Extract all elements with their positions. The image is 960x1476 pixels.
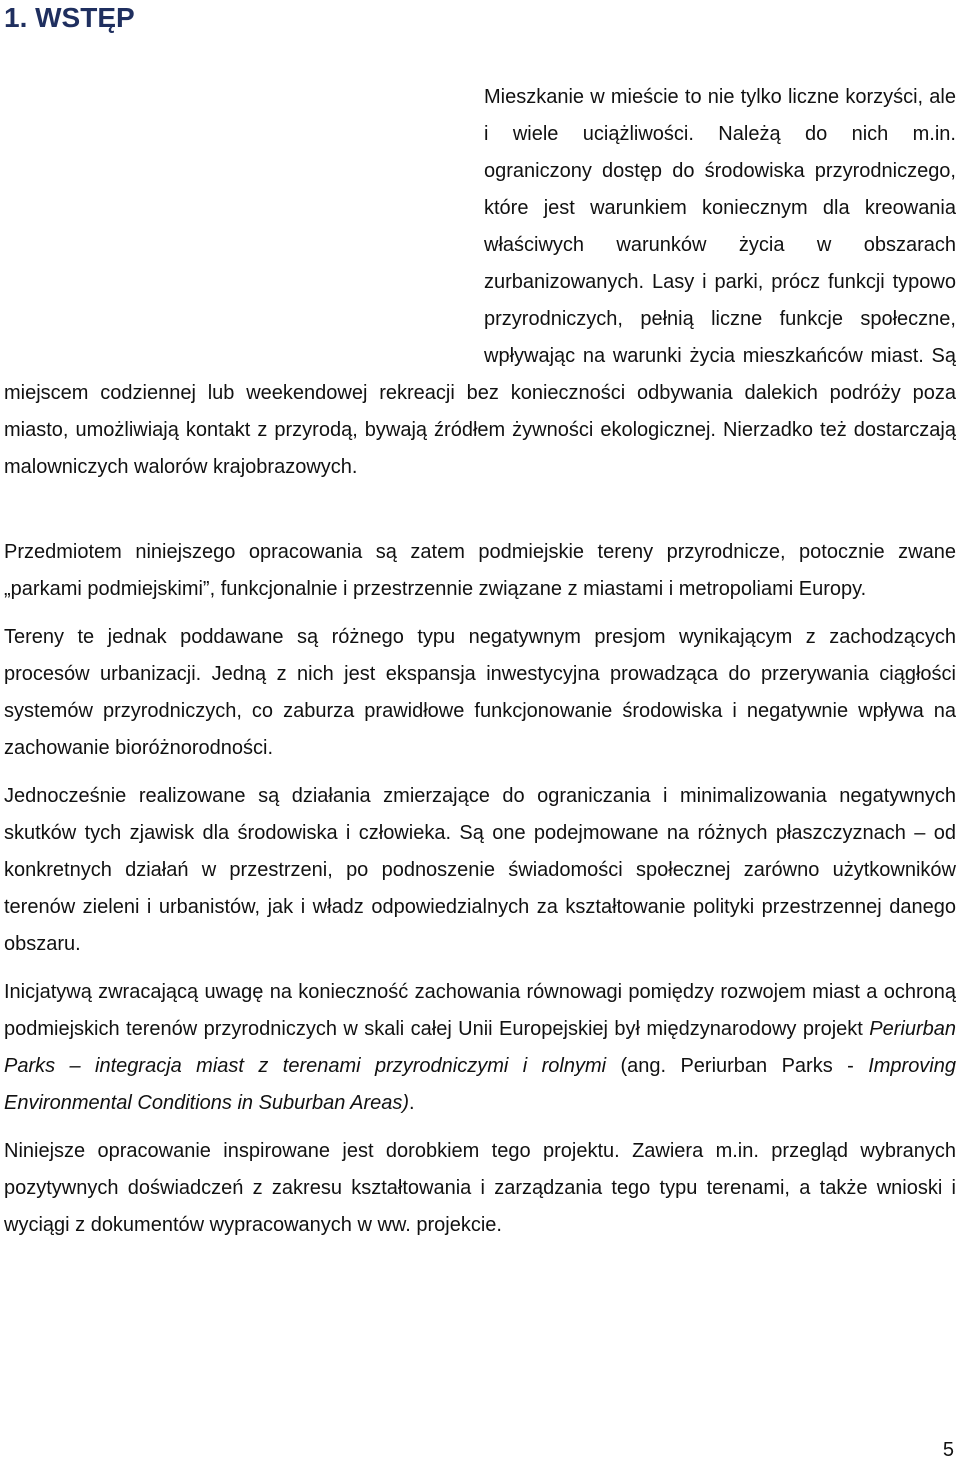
paragraph-pressures: Tereny te jednak poddawane są różnego typu negatywnym presjom wynikającym z zachodzących procesów urbanizacji. Jedną z nich jest ekspansja inwestycyjna prowadząca do przerywania ciągłości systemów przyrodniczych, co zaburza prawidłowe funkcjonowanie środowiska i negatywnie wpływa na zachowanie bioróżnorodności. — [4, 626, 956, 759]
project-name-en: Improving Environmental Conditions in Suburban Areas) — [4, 1055, 956, 1114]
paragraph-subject: Przedmiotem niniejszego opracowania są zatem podmiejskie tereny przyrodnicze, potocznie zwane „parkami podmiejskimi”, funkcjonalnie i przestrzennie związane z miastami i metropoliami Europy. — [4, 541, 956, 600]
page-number: 5 — [942, 1439, 954, 1461]
project-text-c: (ang. Periurban Parks - — [606, 1055, 869, 1077]
paragraph-project — [4, 974, 956, 1122]
project-name-pl: Periurban Parks – integracja miast z terenami przyrodniczymi i rolnymi — [4, 1018, 956, 1077]
paragraph-summary: Niniejsze opracowanie inspirowane jest dorobkiem tego projektu. Zawiera m.in. przegląd wybranych pozytywnych doświadczeń z zakresu kształtowania i zarządzania tego typu terenami, a także wnioski i wyciągi z dokumentów wypracowanych w ww. projekcie. — [4, 1140, 956, 1236]
body-text — [4, 534, 956, 1244]
project-text-a: Inicjatywą zwracającą uwagę na konieczność zachowania równowagi pomiędzy rozwojem miast a ochroną podmiejskich terenów przyrodniczych w skali całej Unii Europejskiej był międzynarodowy projekt — [4, 981, 956, 1040]
paragraph-intro: Mieszkanie w mieście to nie tylko liczne korzyści, ale i wiele uciążliwości. Należą do nich m.in. ograniczony dostęp do środowiska przyrodniczego, które jest warunkiem koniecznym dla kreowania właściwych warunków życia w obszarach zurbanizowanych. Lasy i parki, prócz funkcji typowo przyrodniczych, pełnią liczne funkcje społeczne, wpływając na warunki życia mieszkańców miast. Są miejscem codziennej lub weekendowej rekreacji bez konieczności odbywania dalekich podróży poza miasto, umożliwiają kontakt z przyrodą, bywają źródłem żywności ekologicznej. Nierzadko też dostarczają malowniczych walorów krajobrazowych. — [4, 86, 956, 478]
intro-block — [4, 79, 956, 486]
section-heading: 1. WSTĘP — [4, 2, 135, 33]
project-text-e: . — [409, 1092, 415, 1114]
paragraph-actions: Jednocześnie realizowane są działania zmierzające do ograniczania i minimalizowania negatywnych skutków tych zjawisk dla środowiska i człowieka. Są one podejmowane na różnych płaszczyznach – od konkretnych działań w przestrzeni, po podnoszenie świadomości społecznej zarówno użytkowników terenów zieleni i urbanistów, jak i władz odpowiedzialnych za kształtowanie polityki przestrzennej danego obszaru. — [4, 785, 956, 955]
empty-left-area — [4, 79, 484, 375]
